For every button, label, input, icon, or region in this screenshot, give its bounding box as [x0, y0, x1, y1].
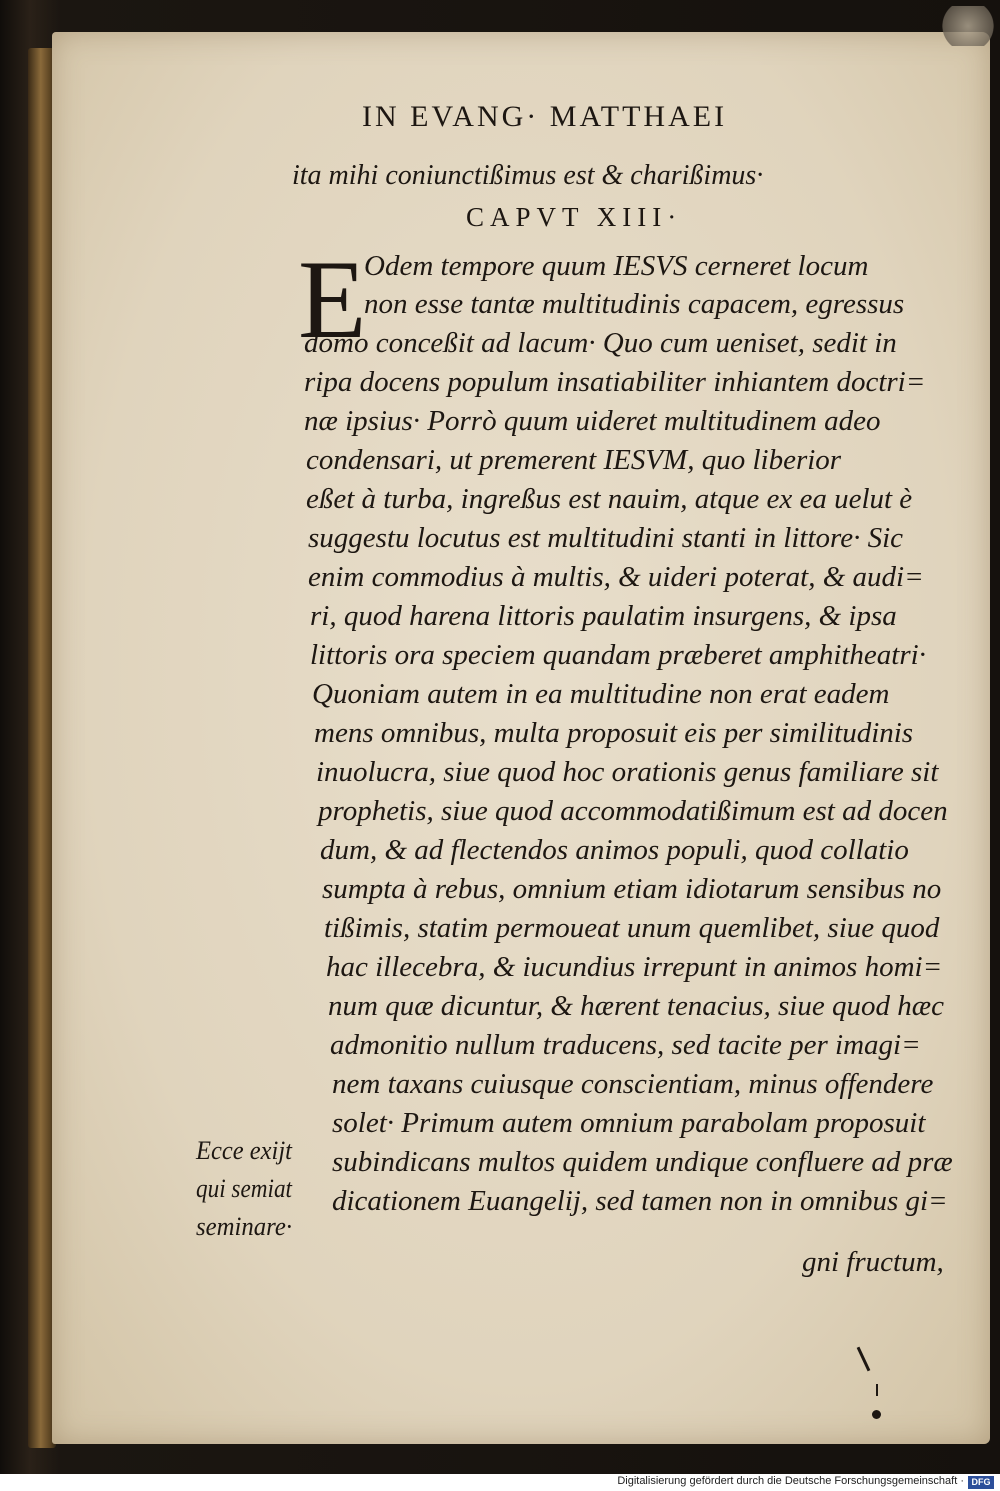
- text-line-3: domo conceßit ad lacum· Quo cum ueniset, sedit in: [304, 327, 897, 359]
- text-line-10: ri, quod harena littoris paulatim insurgens, & ipsa: [310, 600, 897, 632]
- text-line-12: Quoniam autem in ea multitudine non erat eadem: [312, 678, 890, 710]
- marginal-line-3: seminare·: [196, 1212, 293, 1241]
- text-line-5: næ ipsius· Porrò quum uideret multitudinem adeo: [304, 405, 881, 437]
- text-line-21: admonitio nullum traducens, sed tacite per imagi=: [330, 1029, 921, 1061]
- text-line-23: solet· Primum autem omnium parabolam proposuit: [332, 1107, 926, 1139]
- dfg-logo: DFG: [968, 1476, 994, 1489]
- text-line-6: condensari, ut premerent IESVM, quo liberior: [306, 444, 842, 476]
- text-line-24: subindicans multos quidem undique confluere ad præ: [332, 1146, 953, 1178]
- funding-credit: Digitalisierung gefördert durch die Deutsche Forschungsgemeinschaft ·: [617, 1475, 964, 1487]
- text-line-2: non esse tantæ multitudinis capacem, egressus: [364, 288, 905, 320]
- text-line-13: mens omnibus, multa proposuit eis per similitudinis: [314, 717, 914, 749]
- text-line-1: Odem tempore quum IESVS cerneret locum: [364, 250, 869, 282]
- ink-dot-mark: [872, 1410, 881, 1419]
- text-line-8: suggestu locutus est multitudini stanti in littore· Sic: [308, 522, 904, 554]
- text-line-19: hac illecebra, & iucundius irrepunt in animos homi=: [326, 951, 943, 983]
- marginal-line-1: Ecce exijt: [196, 1136, 292, 1165]
- marginal-line-2: qui semiat: [196, 1174, 292, 1203]
- text-line-22: nem taxans cuiusque conscientiam, minus offendere: [332, 1068, 934, 1100]
- text-line-20: num quæ dicuntur, & hærent tenacius, siue quod hæc: [328, 990, 944, 1022]
- text-line-25: dicationem Euangelij, sed tamen non in omnibus gi=: [332, 1185, 948, 1217]
- previous-chapter-end-line: ita mihi coniunctißimus est & charißimus·: [292, 160, 764, 191]
- running-head: IN EVANG· MATTHAEI: [362, 100, 728, 133]
- page-corner-wear: [938, 6, 998, 46]
- text-line-16: dum, & ad flectendos animos populi, quod collatio: [320, 834, 909, 866]
- chapter-heading: CAPVT XIII·: [466, 202, 683, 232]
- text-line-11: littoris ora speciem quandam præberet amphitheatri·: [310, 639, 926, 671]
- text-line-14: inuolucra, siue quod hoc orationis genus familiare sit: [316, 756, 939, 788]
- text-line-9: enim commodius à multis, & uideri poterat, & audi=: [308, 561, 924, 593]
- ink-tick-mark: [876, 1384, 878, 1396]
- catchword: gni fructum,: [802, 1246, 944, 1278]
- drop-cap-initial: E: [298, 238, 367, 362]
- text-line-18: tißimis, statim permoueat unum quemlibet, siue quod: [324, 912, 940, 944]
- text-line-17: sumpta à rebus, omnium etiam idiotarum sensibus no: [322, 873, 942, 905]
- text-line-4: ripa docens populum insatiabiliter inhiantem doctri=: [304, 366, 926, 398]
- text-line-7: eßet à turba, ingreßus est nauim, atque ex ea uelut è: [306, 483, 913, 515]
- text-line-15: prophetis, siue quod accommodatißimum est ad docen: [318, 795, 948, 827]
